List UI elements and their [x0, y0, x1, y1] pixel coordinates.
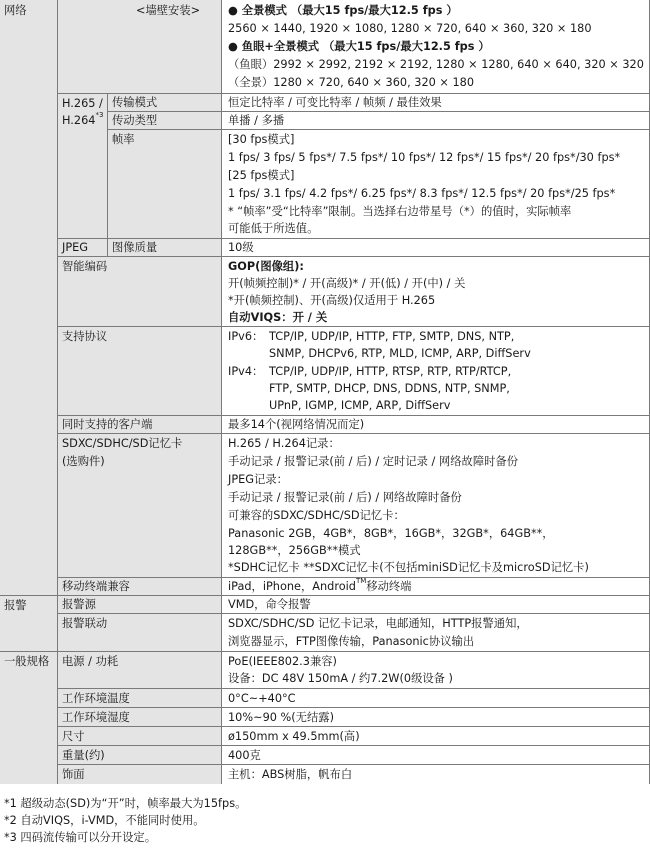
finish-value: 主机：ABS树脂，帆布白 [228, 768, 353, 781]
alarm-action-value-cell [222, 614, 650, 652]
alarm-source-value: VMD，命令报警 [228, 598, 311, 611]
fisheye-resolutions: （鱼眼）2992 × 2992, 2192 × 2192, 1280 × 1280, 640 × 640, 320 × 320 [228, 58, 644, 71]
mobile-label: 移动终端兼容 [62, 580, 130, 593]
sdcard-line: 128GB**，256GB**模式 [228, 544, 361, 557]
protocols-label-cell [58, 327, 222, 416]
sdcard-line: H.265 / H.264记录： [228, 437, 340, 450]
smart-label-cell [58, 257, 222, 327]
alarm-action-line: 浏览器显示，FTP图像传输，Panasonic协议输出 [228, 635, 475, 648]
sdcard-line: Panasonic 2GB，4GB*，8GB*，16GB*，32GB*，64GB**， [228, 527, 554, 540]
footnote-2: *2 自动VIQS，i-VMD，不能同时使用。 [4, 814, 205, 827]
sdcard-line: 可兼容的SDXC/SDHC/SD记忆卡： [228, 509, 405, 522]
group-network-cell [0, 0, 58, 596]
finish-label-cell [58, 765, 222, 784]
mobile-label-cell [58, 578, 222, 596]
temp-value-cell [222, 689, 650, 708]
fps-note: 可能低于所选值。 [228, 222, 319, 235]
ipv4-line: TCP/IP, UDP/IP, HTTP, RTSP, RTP, RTP/RTCP, [269, 365, 512, 378]
mode-label: 传输模式 [112, 96, 158, 109]
h26x-label-line2-wrap [62, 112, 103, 129]
clients-label-cell [58, 416, 222, 434]
sdcard-optional-label: (选购件) [62, 455, 105, 468]
gop-note: *开(帧频控制)、开(高级)仅适用于 H.265 [228, 294, 436, 307]
ipv6-label: IPv6： [228, 330, 264, 343]
size-label: 尺寸 [62, 730, 85, 743]
power-label-cell [58, 652, 222, 689]
clients-value: 最多14个(视网络情况而定) [228, 418, 365, 431]
clients-value-cell [222, 416, 650, 434]
jpeg-sub-cell [108, 239, 222, 257]
fps-label: 帧率 [112, 133, 135, 146]
protocols-value-cell [222, 327, 650, 416]
sdcard-label-cell [58, 434, 222, 578]
humidity-label: 工作环境湿度 [62, 711, 130, 724]
clients-label: 同时支持的客户端 [62, 418, 153, 431]
group-alarm-cell [0, 596, 58, 652]
mode-label-cell [108, 94, 222, 112]
humidity-value: 10%~90 %(无结露) [228, 711, 334, 724]
size-value-cell [222, 727, 650, 746]
h26x-footnote-mark: *3 [95, 111, 104, 119]
sdcard-line: JPEG记录： [228, 473, 288, 486]
panorama-title: ● 全景模式 （最大15 fps/最大12.5 fps ） [228, 4, 458, 17]
alarm-source-label: 报警源 [62, 598, 96, 611]
jpeg-label: JPEG [62, 241, 89, 254]
alarm-source-label-cell [58, 596, 222, 614]
weight-label: 重量(约) [62, 749, 105, 762]
finish-value-cell [222, 765, 650, 784]
gop-title: GOP(图像组): [228, 260, 304, 273]
humidity-label-cell [58, 708, 222, 727]
size-value: ø150mm x 49.5mm(高) [228, 730, 360, 743]
group-general-cell [0, 652, 58, 784]
type-label: 传动类型 [112, 114, 158, 127]
fisheye-panorama-resolutions: （全景）1280 × 720, 640 × 360, 320 × 180 [228, 76, 475, 89]
ipv4-line: UPnP, IGMP, ICMP, ARP, DiffServ [269, 399, 451, 412]
protocols-label: 支持协议 [62, 330, 108, 343]
fps-line: 1 fps/ 3 fps/ 5 fps*/ 7.5 fps*/ 10 fps*/ 12 fps*/ 15 fps*/ 20 fps*/30 fps* [228, 151, 621, 164]
mobile-suffix: 移动终端 [366, 580, 412, 593]
auto-viqs: 自动VIQS：开 / 关 [228, 311, 328, 324]
group-general-label: 一般规格 [4, 655, 50, 668]
power-label: 电源 / 功耗 [62, 655, 119, 668]
weight-label-cell [58, 746, 222, 765]
type-label-cell [108, 112, 222, 130]
ipv6-line: TCP/IP, UDP/IP, HTTP, FTP, SMTP, DNS, NTP, [269, 330, 515, 343]
temp-value: 0°C~+40°C [228, 692, 296, 705]
power-line: PoE(IEEE802.3兼容) [228, 655, 337, 668]
h26x-label-line1: H.265 / [62, 97, 103, 110]
alarm-action-label-cell [58, 614, 222, 652]
weight-value: 400克 [228, 749, 261, 762]
jpeg-quality-label: 图像质量 [112, 241, 158, 254]
h26x-label-cell [58, 94, 108, 239]
sdcard-label: SDXC/SDHC/SD记忆卡 [62, 437, 183, 450]
temp-label: 工作环境温度 [62, 692, 130, 705]
mobile-value [228, 578, 411, 595]
mobile-value-cell [222, 578, 650, 596]
ipv6-line: SNMP, DHCPv6, RTP, MLD, ICMP, ARP, DiffServ [269, 347, 531, 360]
mode-value-cell [222, 94, 650, 112]
fps-note: * “帧率”受“比特率”限制。当选择右边带星号（*）的值时，实际帧率 [228, 205, 572, 218]
sdcard-line: 手动记录 / 报警记录(前 / 后) / 网络故障时备份 [228, 491, 462, 504]
temp-label-cell [58, 689, 222, 708]
jpeg-quality-value: 10级 [228, 241, 254, 254]
footnote-3: *3 四码流传输可以分开设定。 [4, 831, 156, 844]
sdcard-note: *SDHC记忆卡 **SDXC记忆卡(不包括miniSD记忆卡及microSD记忆卡) [228, 561, 589, 574]
fps-line: [25 fps模式] [228, 169, 295, 182]
humidity-value-cell [222, 708, 650, 727]
h26x-label-line2: H.264 [62, 114, 96, 127]
smart-label: 智能编码 [62, 260, 108, 273]
sdcard-value-cell [222, 434, 650, 578]
finish-label: 饰面 [62, 768, 85, 781]
smart-value-cell [222, 257, 650, 327]
footnote-1: *1 超级动态(SD)为“开”时，帧率最大为15fps。 [4, 797, 247, 810]
size-label-cell [58, 727, 222, 746]
power-value-cell [222, 652, 650, 689]
panorama-resolutions: 2560 × 1440, 1920 × 1080, 1280 × 720, 640 × 360, 320 × 180 [228, 22, 592, 35]
type-value: 单播 / 多播 [228, 114, 285, 127]
fps-label-cell [108, 130, 222, 239]
mobile-devices: iPad，iPhone，Android [228, 580, 356, 593]
alarm-action-line: SDXC/SDHC/SD 记忆卡记录，电邮通知，HTTP报警通知， [228, 617, 528, 630]
jpeg-value-cell [222, 239, 650, 257]
ipv4-label: IPv4： [228, 365, 264, 378]
group-network-label: 网络 [4, 4, 27, 17]
fisheye-title: ● 鱼眼+全景模式 （最大15 fps/最大12.5 fps ） [228, 40, 490, 53]
gop-options: 开(帧频控制)* / 开(高级)* / 开(低) / 开(中) / 关 [228, 277, 466, 290]
fps-line: [30 fps模式] [228, 133, 295, 146]
power-line: 设备：DC 48V 150mA / 约7.2W(0级设备 ) [228, 672, 453, 685]
alarm-action-label: 报警联动 [62, 617, 108, 630]
group-alarm-label: 报警 [4, 599, 27, 612]
mount-value-cell [222, 0, 650, 94]
fps-value-cell [222, 130, 650, 239]
sdcard-line: 手动记录 / 报警记录(前 / 后) / 定时记录 / 网络故障时备份 [228, 455, 519, 468]
weight-value-cell [222, 746, 650, 765]
trademark-mark: TM [355, 577, 367, 585]
mount-label: <墙壁安装> [136, 4, 201, 17]
alarm-source-value-cell [222, 596, 650, 614]
jpeg-label-cell [58, 239, 108, 257]
ipv4-line: FTP, SMTP, DHCP, DNS, DDNS, NTP, SNMP, [269, 382, 510, 395]
mount-label-cell [58, 0, 222, 94]
fps-line: 1 fps/ 3.1 fps/ 4.2 fps*/ 6.25 fps*/ 8.3 fps*/ 12.5 fps*/ 20 fps*/25 fps* [228, 187, 616, 200]
mode-value: 恒定比特率 / 可变比特率 / 帧频 / 最佳效果 [228, 96, 442, 109]
type-value-cell [222, 112, 650, 130]
